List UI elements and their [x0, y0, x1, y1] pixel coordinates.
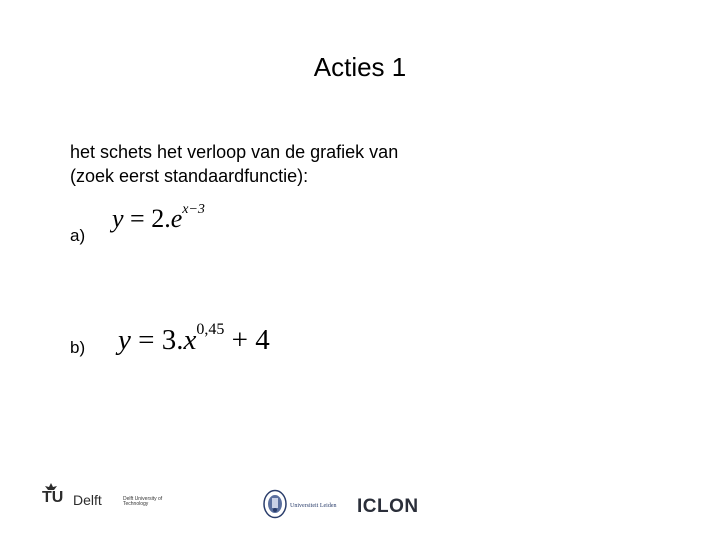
intro-text [70, 140, 398, 188]
leiden-seal-icon [263, 489, 287, 519]
slide-title: Acties 1 [313, 52, 407, 82]
formula-b-exponent: 0,45 [196, 321, 225, 339]
item-label-b: b) [70, 338, 86, 357]
item-label-a: a) [70, 226, 86, 245]
formula-b-lhs: y [118, 324, 131, 356]
tudelft-logo [42, 486, 167, 520]
formula-a-lhs: y [112, 204, 124, 233]
formula-a [112, 204, 205, 234]
formula-b-eq: = 3. [130, 324, 184, 356]
intro-line-2: (zoek eerst standaardfunctie): [70, 166, 309, 186]
formula-b-base: x [183, 324, 197, 356]
formula-a-base: e [170, 204, 183, 233]
formula-a-exponent: x−3 [182, 202, 205, 218]
tudelft-subtitle: Delft University of Technology [123, 496, 163, 507]
leiden-text: Universiteit Leiden [290, 503, 337, 509]
formula-a-eq: = 2. [123, 204, 171, 233]
formula-b [118, 321, 270, 357]
tudelft-word: Delft [73, 492, 102, 508]
formula-b-tail: + 4 [224, 324, 270, 356]
iclon-logo: ICLON [357, 496, 419, 517]
leiden-logo [263, 487, 343, 523]
intro-line-1: het schets het verloop van de grafiek van [70, 142, 399, 162]
tudelft-mark: TU [42, 489, 64, 506]
